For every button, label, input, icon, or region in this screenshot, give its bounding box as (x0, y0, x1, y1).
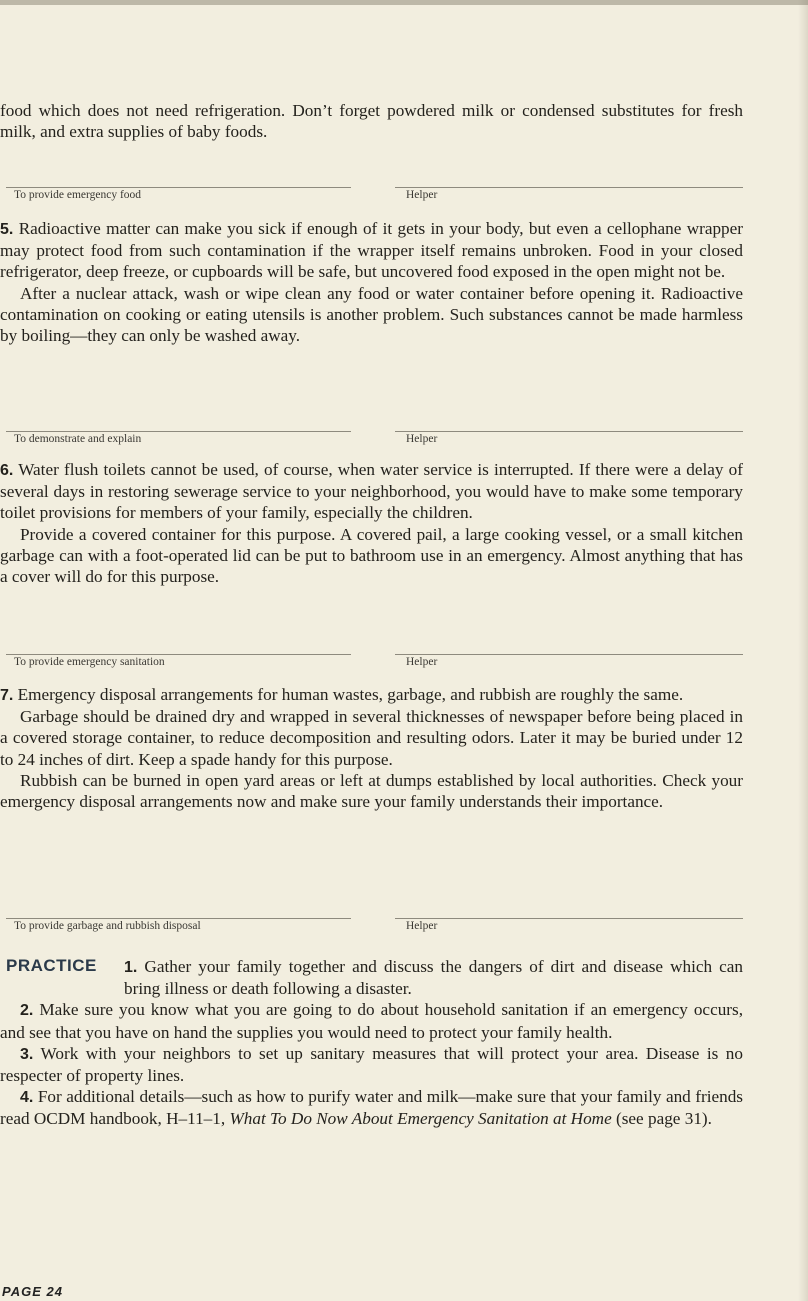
practice-heading-line (6, 956, 97, 976)
page-number: PAGE 24 (2, 1284, 63, 1299)
item-text: Make sure you know what you are going to do about household sanitation if an emergency occurs, and see that you have on hand the supplies you would need to protect your family health. (0, 1000, 743, 1042)
item-text: Water flush toilets cannot be used, of course, when water service is interrupted. If there were a delay of several days in restoring sewerage service to your neighborhood, you would have to make some temporary toilet provisions for members of your family, especially the children. (0, 460, 743, 523)
assignment-helper: Helper (395, 431, 743, 447)
intro-paragraph (0, 100, 743, 142)
item-text: Gather your family together and discuss the dangers of dirt and disease which can bring illness or death following a disaster. (124, 957, 744, 999)
assignment-line-disposal (0, 918, 743, 934)
item-number: 2. (20, 1002, 34, 1020)
item-text: Emergency disposal arrangements for human wastes, garbage, and rubbish are roughly the same. (17, 685, 684, 704)
item-6-paragraph-1 (0, 459, 743, 524)
item-number: 3. (20, 1045, 34, 1063)
item-number: 1. (124, 959, 138, 976)
assignment-task: To demonstrate and explain (6, 431, 351, 447)
top-rule (0, 0, 808, 5)
practice-section (0, 956, 743, 1130)
assignment-line-food (0, 187, 743, 203)
item-number: 7. (0, 687, 14, 704)
page-edge-shadow (798, 0, 808, 1301)
item-text: For additional details—such as how to purify water and milk—make sure that your family and friends read OCDM handbook, H–11–1, (0, 1087, 743, 1129)
item-number: 5. (0, 221, 14, 238)
assignment-line-sanitation (0, 654, 743, 670)
assignment-task: To provide emergency sanitation (6, 654, 351, 670)
item-5 (0, 218, 743, 346)
assignment-task: To provide emergency food (6, 187, 351, 203)
practice-item-1 (0, 956, 743, 999)
assignment-helper: Helper (395, 187, 743, 203)
practice-heading: PRACTICE (6, 956, 97, 975)
item-5-paragraph-2: After a nuclear attack, wash or wipe clean any food or water container before opening it. Radioactive contamination on cooking or eating utensils is another problem. Such substances cannot be made harmless by boiling—they can only be washed away. (0, 283, 743, 346)
item-text: Work with your neighbors to set up sanitary measures that will protect your area. Disease is no respecter of property lines. (0, 1043, 743, 1086)
item-7-paragraph-1 (0, 684, 743, 706)
practice-item-1-text (0, 956, 743, 999)
item-6 (0, 459, 743, 587)
item-7-paragraph-3: Rubbish can be burned in open yard areas or left at dumps established by local authorities. Check your emergency disposal arrangements now and make sure your family understands their importance. (0, 770, 743, 812)
assignment-helper: Helper (395, 654, 743, 670)
item-text-after: (see page 31). (616, 1109, 712, 1129)
assignment-task: To provide garbage and rubbish disposal (6, 918, 351, 934)
item-6-paragraph-2: Provide a covered container for this purpose. A covered pail, a large cooking vessel, or a small kitchen garbage can with a foot-operated lid can be put to bathroom use in an emergency. Almost anything that has a cover will do for this purpose. (0, 524, 743, 587)
item-number: 4. (20, 1089, 34, 1107)
assignment-helper: Helper (395, 918, 743, 934)
practice-item-3 (0, 1043, 743, 1086)
handbook-title: What To Do Now About Emergency Sanitation at Home (229, 1109, 612, 1129)
assignment-line-demonstrate (0, 431, 743, 447)
item-5-paragraph-1 (0, 218, 743, 283)
item-7 (0, 684, 743, 812)
item-text: Radioactive matter can make you sick if enough of it gets in your body, but even a cellophane wrapper may protect food from such contamination if the wrapper itself remains unbroken. Food in your closed refrigerator, deep freeze, or cupboards will be safe, but uncovered food exposed in the open might not be. (0, 219, 744, 282)
practice-item-2 (0, 999, 743, 1042)
item-7-paragraph-2: Garbage should be drained dry and wrapped in several thicknesses of newspaper before being placed in a covered storage container, to reduce decomposition and resulting odors. Later it may be buried under 12 to 24 inches of dirt. Keep a spade handy for this purpose. (0, 707, 743, 769)
practice-item-4 (0, 1086, 743, 1129)
item-number: 6. (0, 462, 14, 479)
intro-text: food which does not need refrigeration. Don’t forget powdered milk or condensed substitutes for fresh milk, and extra supplies of baby foods. (0, 101, 743, 142)
